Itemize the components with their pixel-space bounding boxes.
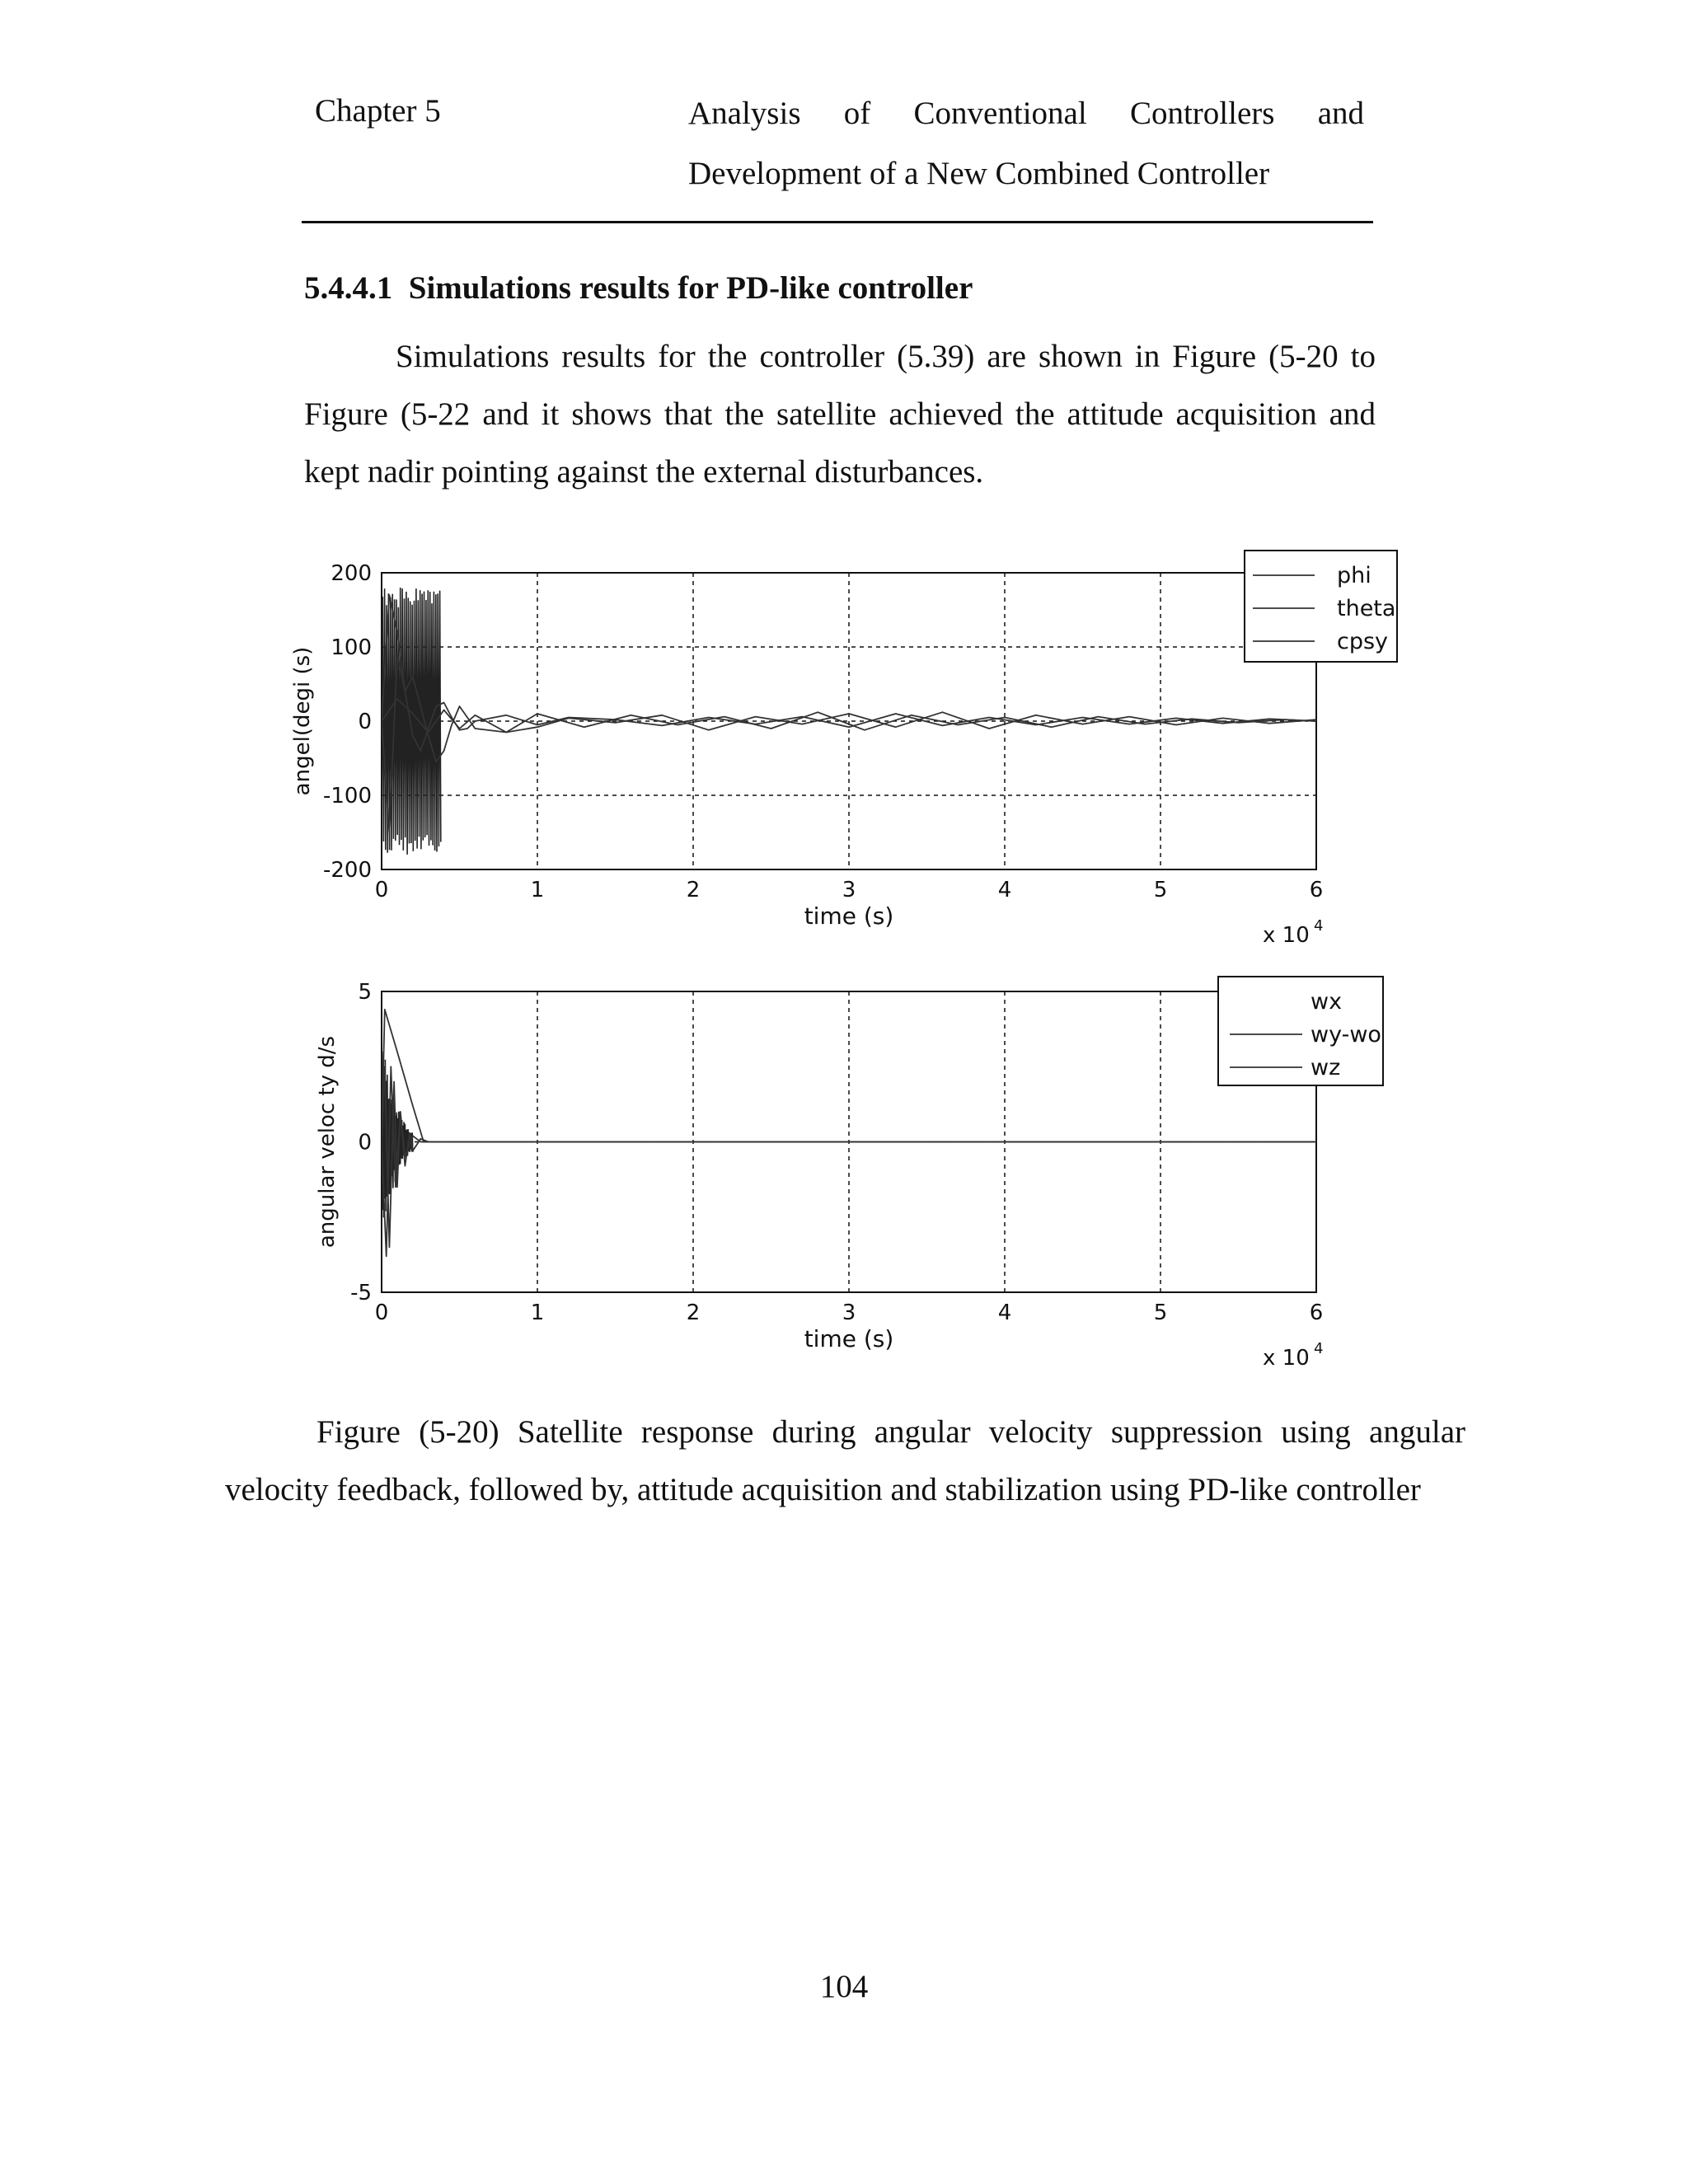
x-tick-label: 6 [1309, 1301, 1324, 1325]
legend-label: phi [1337, 563, 1372, 588]
y-tick-label: 5 [358, 980, 372, 1005]
x-tick-label: 1 [530, 878, 545, 902]
x-axis-multiplier: x 10 [1263, 923, 1310, 948]
attitude-angle-chart [0, 540, 1688, 952]
legend-label: wx [1311, 989, 1343, 1015]
running-header-title-line2: Development of a New Combined Controller [688, 156, 1270, 191]
intro-paragraph: Simulations results for the controller (5.39) are shown in Figure (5-20 to Figure (5-22 and it shows that the satellite achieved the attitude acquisition and kept nadir pointing against the external disturbances. [304, 339, 1376, 490]
y-tick-label: 200 [331, 561, 372, 586]
y-tick-label: -5 [350, 1281, 372, 1305]
legend [1218, 977, 1383, 1085]
y-tick-label: -200 [322, 858, 372, 883]
x-tick-label: 0 [374, 1301, 389, 1325]
x-tick-label: 5 [1153, 1301, 1168, 1325]
figure-caption: Figure (5-20) Satellite response during angular velocity suppression using angular velocity feedback, followed by, attitude acquisition and stabilization using PD-like controller [225, 1414, 1465, 1507]
y-axis-label: angel(degi (s) [290, 646, 315, 796]
x-tick-label: 6 [1309, 878, 1324, 902]
running-header-title-line1 [688, 95, 1364, 132]
running-header-word: Conventional [913, 96, 1087, 131]
section-heading: 5.4.4.1 Simulations results for PD-like controller [304, 270, 973, 306]
running-header-word: Analysis [688, 96, 801, 131]
x-axis-multiplier: x 10 [1263, 1346, 1310, 1371]
y-axis-label: angular veloc ty d/s [315, 1035, 340, 1249]
x-tick-label: 0 [374, 878, 389, 902]
x-tick-label: 5 [1153, 878, 1168, 902]
legend-label: cpsy [1337, 629, 1389, 654]
x-axis-multiplier-exponent: 4 [1314, 917, 1324, 935]
running-header-word: Controllers [1129, 96, 1275, 131]
y-tick-label: 100 [331, 635, 372, 660]
running-header-chapter: Chapter 5 [315, 93, 441, 129]
x-tick-label: 3 [842, 878, 856, 902]
running-header-word: of [843, 96, 871, 131]
x-axis-multiplier-exponent: 4 [1314, 1340, 1324, 1357]
running-header-word: and [1317, 96, 1364, 131]
page-number: 104 [819, 1969, 869, 2004]
y-tick-label: -100 [322, 784, 372, 808]
x-axis-label: time (s) [804, 1325, 894, 1352]
angular-velocity-chart [0, 963, 1688, 1375]
legend-label: theta [1337, 596, 1396, 621]
x-tick-label: 2 [686, 878, 701, 902]
x-tick-label: 1 [530, 1301, 545, 1325]
y-tick-label: 0 [358, 1130, 372, 1155]
legend-label: wz [1311, 1055, 1341, 1080]
legend-label: wy-wo [1311, 1022, 1381, 1047]
legend [1245, 551, 1397, 662]
y-tick-label: 0 [358, 710, 372, 734]
x-tick-label: 2 [686, 1301, 701, 1325]
header-rule [302, 221, 1373, 223]
x-tick-label: 4 [997, 878, 1012, 902]
x-tick-label: 4 [997, 1301, 1012, 1325]
x-axis-label: time (s) [804, 902, 894, 930]
x-tick-label: 3 [842, 1301, 856, 1325]
running-header-title [688, 95, 1364, 192]
